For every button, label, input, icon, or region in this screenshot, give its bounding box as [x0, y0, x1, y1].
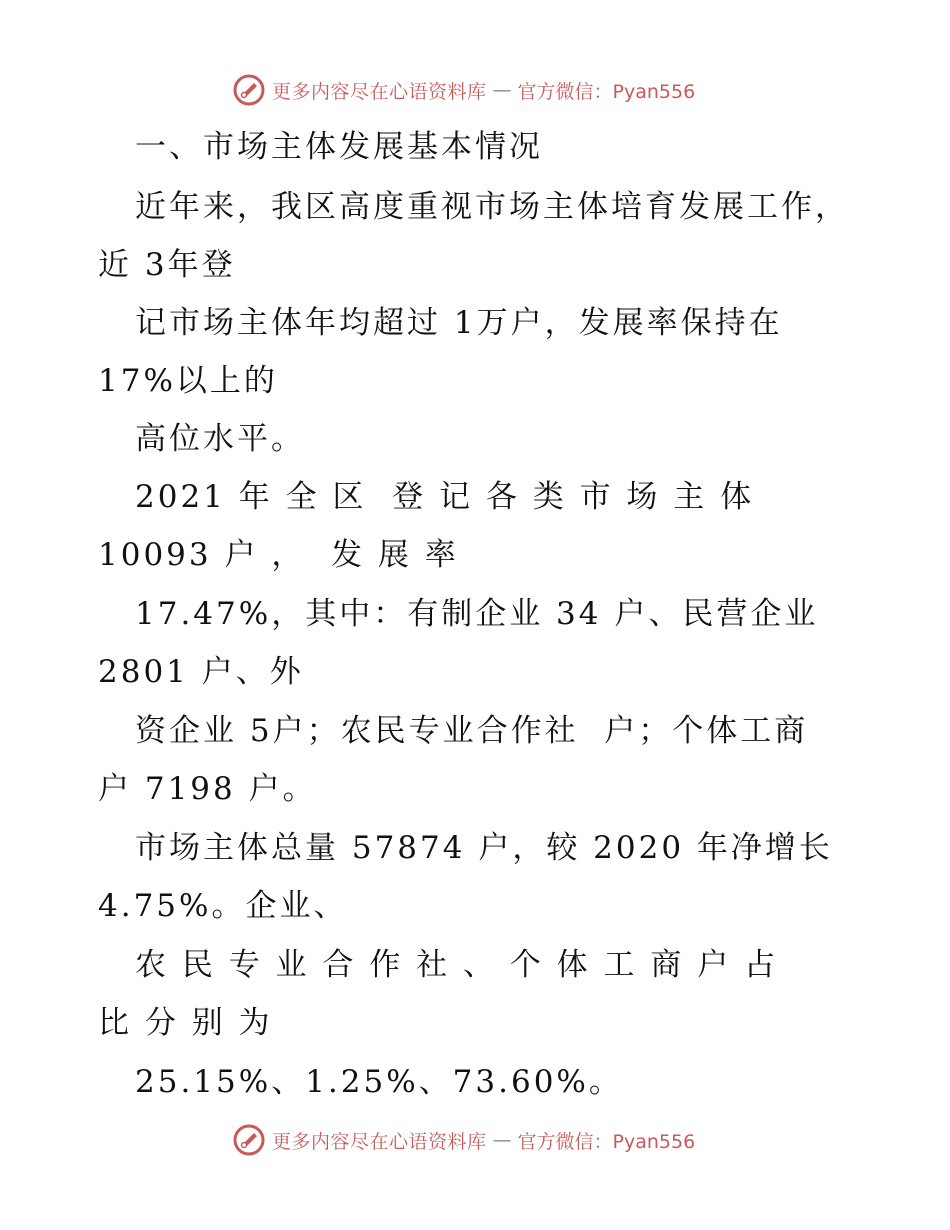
header-watermark [232, 70, 695, 110]
paragraph-line: 25.15%、1.25%、73.60%。 [135, 1064, 623, 1100]
watermark-separator: — [492, 1129, 512, 1151]
footer-watermark [232, 1120, 695, 1160]
paragraph-line: 2021 年 全 区 登 记 各 类 市 场 主 体 [135, 479, 755, 515]
watermark-brand-text: 更多内容尽在心语资料库 [272, 1130, 487, 1153]
paragraph-line: 高位水平。 [135, 421, 305, 457]
paragraph-line: 比 分 别 为 [98, 1005, 273, 1041]
watermark-separator: — [492, 79, 512, 101]
paragraph-line: 17%以上的 [98, 363, 278, 399]
watermark-brand-text: 更多内容尽在心语资料库 [272, 80, 487, 103]
pen-nib-logo-icon [232, 1123, 266, 1157]
paragraph-line: 17.47%，其中：有制企业 34 户、民营企业 [135, 596, 819, 632]
section-heading: 一、市场主体发展基本情况 [135, 129, 543, 165]
paragraph-line: 农 民 专 业 合 作 社 、 个 体 工 商 户 占 [135, 947, 779, 983]
paragraph-line: 记市场主体年均超过 1万户，发展率保持在 [135, 305, 783, 341]
paragraph-line: 资企业 5户；农民专业合作社 户；个体工商 [135, 713, 809, 749]
watermark-contact-text: 官方微信：Pyan556 [517, 80, 696, 103]
paragraph-line: 户 7198 户。 [98, 771, 317, 807]
watermark-contact-text: 官方微信：Pyan556 [517, 1130, 696, 1153]
paragraph-line: 4.75%。企业、 [98, 888, 348, 924]
pen-nib-logo-icon [232, 73, 266, 107]
paragraph-line: 10093 户 ， 发 展 率 [98, 537, 459, 573]
paragraph-line: 市场主体总量 57874 户，较 2020 年净增长 [135, 830, 833, 866]
paragraph-line: 近年来，我区高度重视市场主体培育发展工作， [135, 189, 849, 225]
paragraph-line: 近 3年登 [98, 247, 236, 283]
paragraph-line: 2801 户、外 [98, 654, 304, 690]
